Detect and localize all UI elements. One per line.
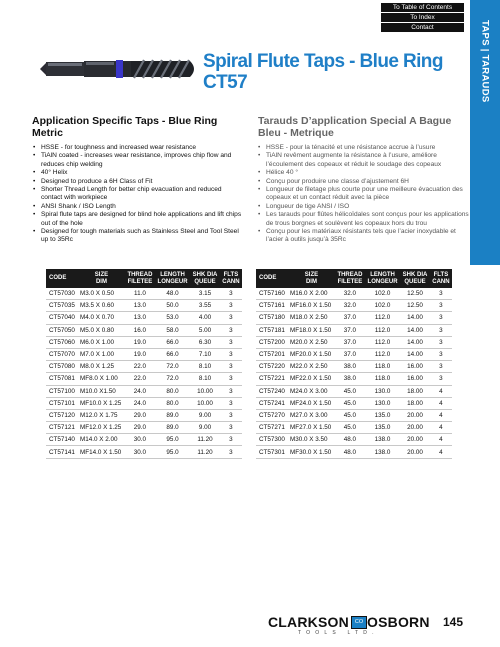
table-cell: 130.0	[365, 385, 400, 397]
column-header-line-1: FLTS	[223, 271, 239, 278]
table-cell: 80.0	[155, 385, 190, 397]
table-row	[256, 373, 452, 385]
table-cell: 45.0	[335, 385, 365, 397]
table-cell: 3.55	[190, 300, 220, 312]
page-number: 145	[443, 615, 464, 629]
logo-subtitle: TOOLS LTD.	[298, 630, 379, 636]
table-cell: 14.00	[400, 336, 430, 348]
feature-item: • Longueur de filetage plus courte pour une meilleure évacuation des copeaux et un contact réduit avec la pièce	[258, 186, 473, 203]
table-cell: 32.0	[335, 288, 365, 300]
table-cell: CT57161	[256, 300, 288, 312]
feature-item: • ANSI Shank / ISO Length	[33, 203, 243, 211]
feature-item: • Hélice 40 °	[258, 169, 473, 177]
table-cell: 50.0	[155, 300, 190, 312]
table-cell: 3	[220, 385, 242, 397]
table-cell: 14.00	[400, 312, 430, 324]
table-cell: 72.0	[155, 373, 190, 385]
table-cell: CT57160	[256, 288, 288, 300]
table-cell: 7.10	[190, 348, 220, 360]
feature-item: • HSSE - pour la ténacité et une résistance accrue à l’usure	[258, 144, 473, 152]
table-cell: 30.0	[125, 446, 155, 458]
table-cell: 53.0	[155, 312, 190, 324]
column-header	[335, 269, 365, 288]
table-row	[256, 324, 452, 336]
table-cell: 112.0	[365, 324, 400, 336]
table-row	[46, 446, 242, 458]
table-cell: 8.10	[190, 373, 220, 385]
title-line-1: Spiral Flute Taps - Blue Ring	[203, 51, 443, 72]
table-cell: 3	[220, 446, 242, 458]
table-cell: 16.00	[400, 373, 430, 385]
table-cell: 112.0	[365, 312, 400, 324]
table-cell: 48.0	[335, 434, 365, 446]
table-cell: 4	[430, 434, 452, 446]
table-cell: CT57030	[46, 288, 78, 300]
table-cell: M24.0 X 3.00	[288, 385, 335, 397]
column-header-line-1: LENGTH	[160, 271, 185, 278]
table-cell: 20.00	[400, 422, 430, 434]
table-cell: M10.0 X1.50	[78, 385, 125, 397]
table-cell: M3.5 X 0.60	[78, 300, 125, 312]
feature-item: • Spiral flute taps are designed for blind hole applications and lift chips out of the hole	[33, 211, 243, 228]
table-row	[256, 348, 452, 360]
table-cell: MF14.0 X 1.50	[78, 446, 125, 458]
table-cell: 45.0	[335, 422, 365, 434]
column-header-line-1: THREAD	[127, 271, 153, 278]
table-cell: 4	[430, 409, 452, 421]
table-cell: CT57270	[256, 409, 288, 421]
table-cell: CT57200	[256, 336, 288, 348]
table-cell: M27.0 X 3.00	[288, 409, 335, 421]
table-row	[46, 324, 242, 336]
column-header	[190, 269, 220, 288]
table-cell: 5.00	[190, 324, 220, 336]
spec-table-right	[256, 269, 452, 459]
table-cell: 38.0	[335, 361, 365, 373]
table-row	[46, 385, 242, 397]
table-cell: CT57080	[46, 361, 78, 373]
table-cell: 58.0	[155, 324, 190, 336]
table-cell: CT57221	[256, 373, 288, 385]
table-cell: 138.0	[365, 446, 400, 458]
table-cell: 66.0	[155, 348, 190, 360]
table-cell: CT57035	[46, 300, 78, 312]
table-cell: CT57070	[46, 348, 78, 360]
column-header-line-1: SIZE	[304, 271, 319, 278]
table-cell: 38.0	[335, 373, 365, 385]
table-cell: 48.0	[155, 288, 190, 300]
column-header-line-2: QUEUE	[404, 278, 426, 285]
table-cell: 72.0	[155, 361, 190, 373]
table-cell: M14.0 X 2.00	[78, 434, 125, 446]
column-header-line-2: QUEUE	[194, 278, 216, 285]
column-header-line-1: SHK DIA	[402, 271, 428, 278]
table-cell: 3	[220, 300, 242, 312]
page-title	[203, 51, 443, 93]
logo-word-1: CLARKSON	[268, 614, 349, 630]
table-cell: 10.00	[190, 397, 220, 409]
english-heading: Application Specific Taps - Blue Ring Metric	[32, 115, 218, 139]
section-tab	[470, 0, 500, 265]
column-header-line-1: FLTS	[433, 271, 449, 278]
table-row	[46, 422, 242, 434]
table-cell: 16.0	[125, 324, 155, 336]
feature-item: • Designed to produce a 6H Class of Fit	[33, 178, 243, 186]
column-header	[400, 269, 430, 288]
column-header-line-1: LENGTH	[370, 271, 395, 278]
column-header	[78, 269, 125, 288]
column-header	[125, 269, 155, 288]
table-of-contents-link[interactable]: To Table of Contents	[381, 3, 464, 12]
table-cell: CT57100	[46, 385, 78, 397]
table-cell: 3	[430, 312, 452, 324]
column-header-line-2: DIM	[95, 278, 107, 285]
table-cell: 3	[220, 434, 242, 446]
table-cell: 4	[430, 385, 452, 397]
table-cell: M30.0 X 3.50	[288, 434, 335, 446]
table-cell: 3	[220, 409, 242, 421]
table-cell: 4	[430, 397, 452, 409]
table-cell: MF12.0 X 1.25	[78, 422, 125, 434]
table-cell: CT57101	[46, 397, 78, 409]
table-cell: 18.00	[400, 385, 430, 397]
table-cell: 9.00	[190, 422, 220, 434]
table-cell: 11.20	[190, 446, 220, 458]
table-row	[256, 288, 452, 300]
table-cell: 20.00	[400, 446, 430, 458]
table-cell: 3	[430, 348, 452, 360]
table-cell: 19.0	[125, 348, 155, 360]
table-cell: M18.0 X 2.50	[288, 312, 335, 324]
table-cell: CT57120	[46, 409, 78, 421]
table-cell: 89.0	[155, 409, 190, 421]
table-cell: 8.10	[190, 361, 220, 373]
table-cell: 3	[220, 397, 242, 409]
table-row	[256, 434, 452, 446]
table-cell: MF24.0 X 1.50	[288, 397, 335, 409]
table-cell: 22.0	[125, 373, 155, 385]
column-header-line-1: SHK DIA	[192, 271, 218, 278]
table-cell: CT57060	[46, 336, 78, 348]
table-cell: 3	[220, 336, 242, 348]
table-row	[256, 446, 452, 458]
table-cell: 11.20	[190, 434, 220, 446]
table-cell: CT57300	[256, 434, 288, 446]
table-cell: 95.0	[155, 434, 190, 446]
table-row	[256, 397, 452, 409]
table-row	[256, 300, 452, 312]
table-cell: 3	[220, 361, 242, 373]
table-cell: CT57121	[46, 422, 78, 434]
table-cell: MF10.0 X 1.25	[78, 397, 125, 409]
table-cell: 80.0	[155, 397, 190, 409]
table-cell: 45.0	[335, 409, 365, 421]
table-cell: 118.0	[365, 373, 400, 385]
table-cell: CT57241	[256, 397, 288, 409]
feature-item: • Shorter Thread Length for better chip evacuation and reduced contact with workpiece	[33, 186, 243, 203]
table-cell: 14.00	[400, 324, 430, 336]
table-cell: 112.0	[365, 348, 400, 360]
table-cell: 95.0	[155, 446, 190, 458]
french-feature-list	[258, 144, 473, 245]
table-row	[256, 336, 452, 348]
feature-item: • TiAlN revêment augmente la résistance à l’usure, améliore l’écoulement des copeaux et réduit le soudage des copeaux	[258, 152, 473, 169]
feature-item: • Conçu pour les matériaux résistants tels que l’acier inoxydable et l’acier à outils jusqu’à 35Rc	[258, 228, 473, 245]
table-row	[256, 409, 452, 421]
column-header-line-2: CANN	[222, 278, 240, 285]
table-row	[46, 373, 242, 385]
column-header-line-1: CODE	[49, 275, 67, 281]
table-cell: 138.0	[365, 434, 400, 446]
table-row	[256, 385, 452, 397]
table-cell: 102.0	[365, 288, 400, 300]
table-cell: CT57141	[46, 446, 78, 458]
table-cell: 37.0	[335, 336, 365, 348]
table-cell: 10.00	[190, 385, 220, 397]
table-cell: 3	[220, 373, 242, 385]
table-cell: M12.0 X 1.75	[78, 409, 125, 421]
column-header-line-2: LONGEUR	[157, 278, 188, 285]
logo-word-2: OSBORN	[367, 614, 430, 630]
table-cell: CT57140	[46, 434, 78, 446]
table-row	[46, 336, 242, 348]
column-header	[288, 269, 335, 288]
table-cell: 3	[220, 348, 242, 360]
table-cell: 24.0	[125, 397, 155, 409]
table-cell: 130.0	[365, 397, 400, 409]
table-cell: 3.15	[190, 288, 220, 300]
table-cell: M20.0 X 2.50	[288, 336, 335, 348]
table-cell: MF16.0 X 1.50	[288, 300, 335, 312]
table-cell: 3	[430, 288, 452, 300]
table-cell: 3	[430, 324, 452, 336]
table-cell: 135.0	[365, 409, 400, 421]
spiral-tap-image	[40, 52, 200, 86]
table-cell: MF30.0 X 1.50	[288, 446, 335, 458]
table-cell: 3	[430, 373, 452, 385]
column-header-line-2: FILETEE	[337, 278, 363, 285]
table-row	[46, 361, 242, 373]
column-header	[256, 269, 288, 288]
table-cell: 24.0	[125, 385, 155, 397]
table-cell: 37.0	[335, 312, 365, 324]
spec-table-left	[46, 269, 242, 459]
table-cell: MF27.0 X 1.50	[288, 422, 335, 434]
table-cell: 32.0	[335, 300, 365, 312]
table-cell: 89.0	[155, 422, 190, 434]
table-cell: M7.0 X 1.00	[78, 348, 125, 360]
table-row	[46, 409, 242, 421]
column-header-line-1: CODE	[259, 275, 277, 281]
table-cell: 11.0	[125, 288, 155, 300]
table-cell: CT57181	[256, 324, 288, 336]
feature-item: • Longueur de tige ANSI / ISO	[258, 203, 473, 211]
table-cell: 29.0	[125, 409, 155, 421]
table-cell: 6.30	[190, 336, 220, 348]
table-cell: 118.0	[365, 361, 400, 373]
table-cell: 102.0	[365, 300, 400, 312]
title-line-2: CT57	[203, 72, 248, 93]
table-cell: 3	[220, 312, 242, 324]
feature-item: • Conçu pour produire une classe d’ajustement 6H	[258, 178, 473, 186]
table-row	[46, 288, 242, 300]
column-header	[155, 269, 190, 288]
table-header-row	[46, 269, 242, 288]
feature-item: • HSSE - for toughness and increased wear resistance	[33, 144, 243, 152]
table-cell: 19.0	[125, 336, 155, 348]
table-cell: 4.00	[190, 312, 220, 324]
table-cell: 3	[430, 361, 452, 373]
table-row	[46, 434, 242, 446]
column-header	[46, 269, 78, 288]
table-row	[46, 397, 242, 409]
table-cell: 45.0	[335, 397, 365, 409]
column-header-line-1: SIZE	[94, 271, 109, 278]
table-cell: M4.0 X 0.70	[78, 312, 125, 324]
table-cell: 30.0	[125, 434, 155, 446]
table-cell: 14.00	[400, 348, 430, 360]
table-cell: 12.50	[400, 300, 430, 312]
table-row	[256, 361, 452, 373]
table-body	[256, 288, 452, 458]
table-cell: M8.0 X 1.25	[78, 361, 125, 373]
table-cell: M6.0 X 1.00	[78, 336, 125, 348]
table-cell: M16.0 X 2.00	[288, 288, 335, 300]
section-tab-label: TAPS | TARAUDS	[479, 20, 491, 103]
table-cell: 20.00	[400, 409, 430, 421]
table-cell: CT57271	[256, 422, 288, 434]
column-header-line-2: LONGEUR	[367, 278, 398, 285]
table-cell: M3.0 X 0.50	[78, 288, 125, 300]
table-cell: 12.50	[400, 288, 430, 300]
table-cell: 3	[220, 288, 242, 300]
table-cell: 112.0	[365, 336, 400, 348]
column-header	[365, 269, 400, 288]
clarkson-osborn-logo	[268, 614, 428, 638]
column-header	[220, 269, 242, 288]
table-cell: 37.0	[335, 324, 365, 336]
table-cell: 66.0	[155, 336, 190, 348]
table-cell: MF18.0 X 1.50	[288, 324, 335, 336]
table-cell: M22.0 X 2.50	[288, 361, 335, 373]
table-cell: CT57180	[256, 312, 288, 324]
english-feature-list	[33, 144, 243, 245]
table-cell: 4	[430, 422, 452, 434]
table-cell: 4	[430, 446, 452, 458]
french-heading: Tarauds D’application Special A Bague Bleu - Metrique	[258, 115, 452, 139]
table-row	[46, 312, 242, 324]
table-cell: MF8.0 X 1.00	[78, 373, 125, 385]
table-cell: 3	[430, 300, 452, 312]
table-row	[46, 300, 242, 312]
column-header-line-2: CANN	[432, 278, 450, 285]
table-cell: CT57301	[256, 446, 288, 458]
table-cell: 16.00	[400, 361, 430, 373]
table-cell: 20.00	[400, 434, 430, 446]
table-cell: MF20.0 X 1.50	[288, 348, 335, 360]
table-cell: CT57050	[46, 324, 78, 336]
table-cell: CT57040	[46, 312, 78, 324]
table-cell: 13.0	[125, 300, 155, 312]
table-cell: CT57240	[256, 385, 288, 397]
table-cell: 3	[220, 324, 242, 336]
table-cell: 3	[430, 336, 452, 348]
feature-item: • Les tarauds pour flûtes hélicoïdales sont conçus pour les applications de trous borgnes et soulèvent les copeaux hors du trou	[258, 211, 473, 228]
table-cell: CT57201	[256, 348, 288, 360]
table-row	[46, 348, 242, 360]
column-header	[430, 269, 452, 288]
feature-item: • Designed for tough materials such as Stainless Steel and Tool Steel up to 35Rc	[33, 228, 243, 245]
table-cell: CT57081	[46, 373, 78, 385]
table-cell: CT57220	[256, 361, 288, 373]
column-header-line-1: THREAD	[337, 271, 363, 278]
table-body	[46, 288, 242, 458]
feature-item: • TiAlN coated - increases wear resistance, improves chip flow and reduces chip welding	[33, 152, 243, 169]
table-cell: 18.00	[400, 397, 430, 409]
table-cell: 9.00	[190, 409, 220, 421]
column-header-line-2: DIM	[305, 278, 317, 285]
table-cell: 37.0	[335, 348, 365, 360]
table-cell: MF22.0 X 1.50	[288, 373, 335, 385]
table-cell: M5.0 X 0.80	[78, 324, 125, 336]
contact-link[interactable]: Contact	[381, 23, 464, 32]
feature-item: • 40° Helix	[33, 169, 243, 177]
table-cell: 22.0	[125, 361, 155, 373]
table-cell: 135.0	[365, 422, 400, 434]
logo-badge: CO	[351, 616, 367, 629]
table-cell: 3	[220, 422, 242, 434]
table-row	[256, 422, 452, 434]
index-link[interactable]: To Index	[381, 13, 464, 22]
table-header-row	[256, 269, 452, 288]
table-cell: 29.0	[125, 422, 155, 434]
table-row	[256, 312, 452, 324]
table-cell: 48.0	[335, 446, 365, 458]
table-cell: 13.0	[125, 312, 155, 324]
column-header-line-2: FILETEE	[127, 278, 153, 285]
